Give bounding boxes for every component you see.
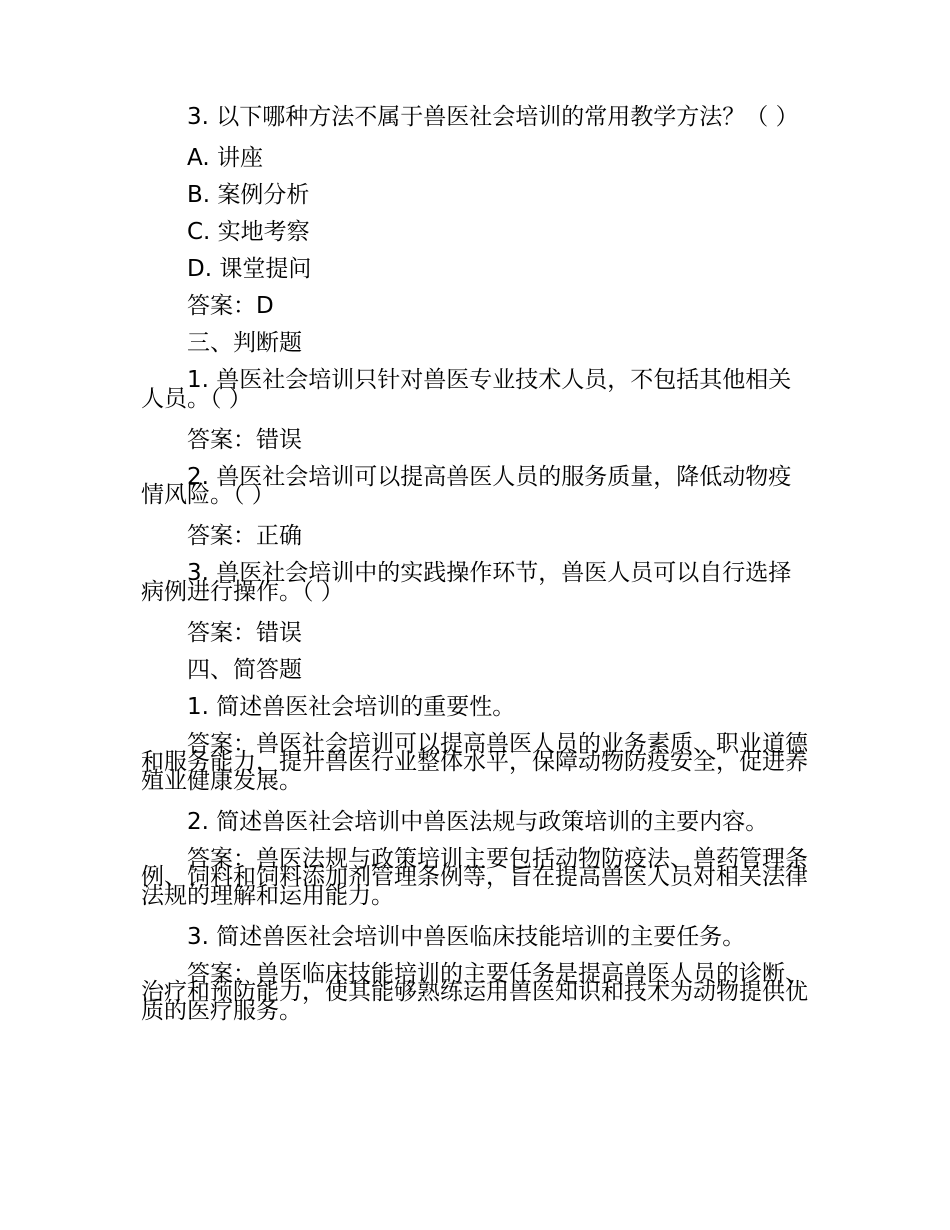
short-answer-question-1: 1. 简述兽医社会培训的重要性。 [187, 693, 516, 720]
answer-text: 答案：正确 [187, 523, 302, 549]
answer-text: 答案：D [187, 293, 274, 319]
short-answer-question-3: 3. 简述兽医社会培训中兽医临床技能培训的主要任务。 [187, 923, 746, 950]
short-answer-2: 答案：兽医法规与政策培训主要包括动物防疫法、兽药管理条例、饲料和饲料添加剂管理条例等，旨在提高兽医人员对相关法律法规的理解和运用能力。 [141, 845, 808, 909]
answer-text: 答案：错误 [187, 426, 302, 453]
answer-text: 答案：错误 [187, 619, 302, 646]
document-body [141, 104, 813, 1039]
option-d: D. 课堂提问 [187, 256, 312, 282]
option-c: C. 实地考察 [187, 219, 310, 245]
option-b: B. 案例分析 [187, 182, 310, 208]
judgement-question-1: 1. 兽医社会培训只针对兽医专业技术人员，不包括其他相关人员。（ ） [141, 367, 792, 412]
short-answer-3: 答案：兽医临床技能培训的主要任务是提高兽医人员的诊断、治疗和预防能力，使其能够熟练运用兽医知识和技术为动物提供优质的医疗服务。 [141, 960, 808, 1024]
judgement-question-3: 3. 兽医社会培训中的实践操作环节，兽医人员可以自行选择病例进行操作。（ ） [141, 560, 792, 605]
judgement-question-2: 2. 兽医社会培训可以提高兽医人员的服务质量，降低动物疫情风险。（ ） [141, 463, 792, 508]
short-answer-question-2: 2. 简述兽医社会培训中兽医法规与政策培训的主要内容。 [187, 808, 769, 835]
section-heading-short-answer: 四、简答题 [187, 656, 302, 683]
question-3-stem: 3. 以下哪种方法不属于兽医社会培训的常用教学方法？（ ） [187, 104, 799, 130]
section-heading-true-false: 三、判断题 [187, 330, 302, 356]
short-answer-1: 答案：兽医社会培训可以提高兽医人员的业务素质、职业道德和服务能力，提升兽医行业整体水平，保障动物防疫安全，促进养殖业健康发展。 [141, 730, 808, 794]
option-a: A. 讲座 [187, 145, 263, 171]
